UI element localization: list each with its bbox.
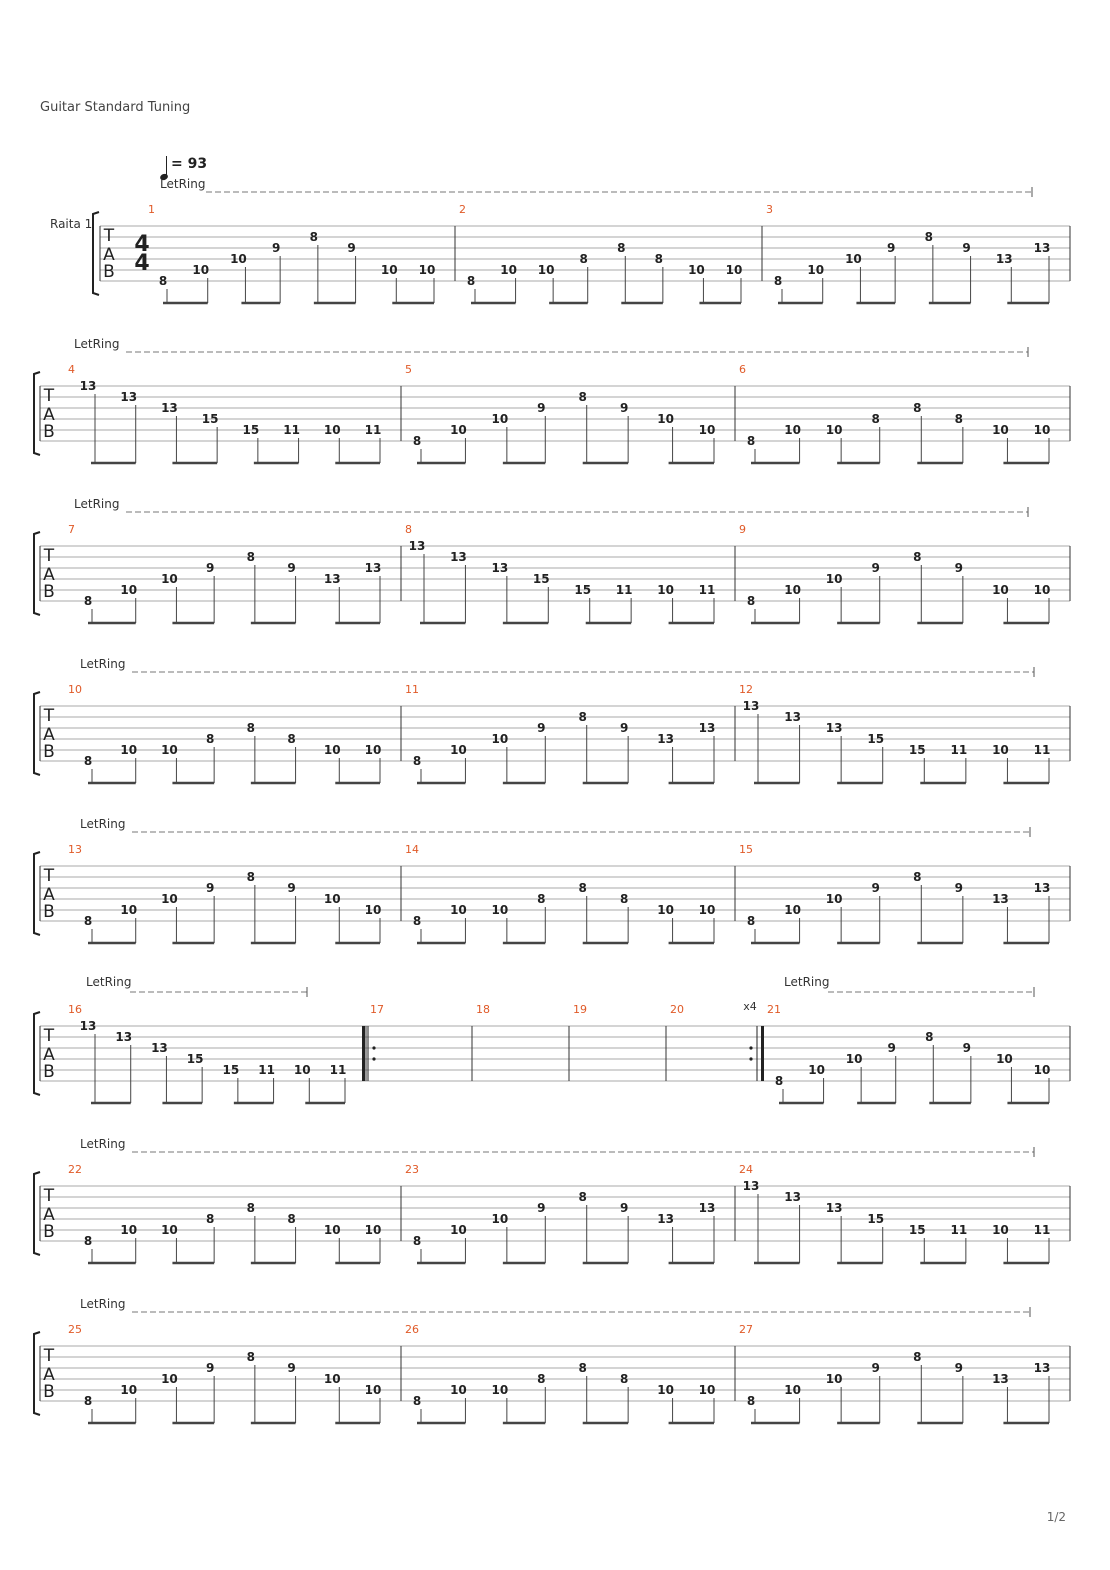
fret-number: 10 [698,1383,716,1397]
measure-number: 10 [68,683,82,696]
fret-number: 8 [913,870,922,884]
fret-number: 9 [619,721,629,735]
fret-number: 10 [161,892,178,906]
measure-number: 15 [739,843,753,856]
fret-number: 9 [619,401,629,415]
measure-number: 26 [405,1323,419,1336]
fret-number: 13 [742,699,760,713]
time-signature-digit: 4 [134,232,150,257]
fret-number: 15 [242,423,260,437]
fret-number: 13 [1033,1361,1051,1375]
tab-clef-letter: A [43,1205,55,1225]
fret-number: 15 [867,1212,885,1226]
tab-clef-letter: A [43,565,55,585]
fret-number: 8 [746,594,756,608]
fret-number: 8 [412,754,422,768]
tab-clef-letter: A [103,245,115,265]
fret-number: 10 [491,1383,509,1397]
fret-number: 10 [500,263,517,277]
fret-number: 8 [913,1350,922,1364]
fret-number: 15 [222,1063,240,1077]
fret-number: 10 [688,263,705,277]
fret-number: 11 [258,1063,275,1077]
fret-number: 10 [293,1063,311,1077]
tab-clef-letter: B [43,1062,55,1082]
fret-number: 13 [323,572,341,586]
fret-number: 9 [287,1361,296,1375]
fret-number: 10 [657,1383,674,1397]
fret-number: 15 [201,412,219,426]
measure-number: 25 [68,1323,82,1336]
fret-number: 9 [619,1201,629,1215]
repeat-count: x4 [743,1000,757,1013]
fret-number: 11 [1033,1223,1051,1237]
fret-number: 11 [364,423,382,437]
tab-clef-letter: A [43,725,55,745]
fret-number: 10 [992,1223,1009,1237]
fret-number: 8 [205,1212,215,1226]
fret-number: 8 [83,1394,93,1408]
fret-number: 9 [537,1201,546,1215]
fret-number: 15 [867,732,885,746]
tab-clef-letter: T [43,706,55,726]
fret-number: 10 [491,1212,509,1226]
measure-number: 8 [405,523,412,536]
fret-number: 9 [287,881,296,895]
fret-number: 10 [825,572,843,586]
fret-number: 8 [412,1394,422,1408]
fret-number: 11 [1033,743,1051,757]
fret-number: 10 [784,903,801,917]
fret-number: 8 [246,1350,256,1364]
fret-number: 10 [380,263,398,277]
measure-number: 5 [405,363,412,376]
fret-number: 13 [115,1030,133,1044]
fret-number: 10 [120,1223,138,1237]
fret-number: 13 [825,721,843,735]
let-ring-label: LetRing [784,975,830,989]
fret-number: 8 [924,230,934,244]
fret-number: 10 [161,1223,178,1237]
let-ring-label: LetRing [74,497,120,511]
fret-number: 8 [579,252,588,266]
measure-number: 21 [767,1003,781,1016]
fret-number: 8 [246,550,256,564]
let-ring-label: LetRing [80,1297,126,1311]
fret-number: 8 [619,892,629,906]
fret-number: 13 [364,561,382,575]
fret-number: 10 [450,743,467,757]
let-ring-label: LetRing [80,817,126,831]
tab-clef-letter: B [43,1382,55,1402]
fret-number: 10 [323,743,341,757]
measure-number: 14 [405,843,419,856]
fret-number: 8 [746,914,756,928]
fret-number: 11 [283,423,300,437]
fret-number: 8 [578,710,587,724]
fret-number: 9 [886,241,896,255]
fret-number: 9 [287,561,296,575]
tab-clef-letter: T [43,866,55,886]
let-ring-label: LetRing [80,1137,126,1151]
measure-number: 16 [68,1003,82,1016]
fret-number: 13 [79,1019,97,1033]
fret-number: 9 [954,1361,964,1375]
fret-number: 10 [996,1052,1013,1066]
tab-clef-letter: B [43,422,55,442]
fret-number: 15 [574,583,592,597]
tab-clef-letter: B [43,582,55,602]
tab-clef-letter: B [43,1222,55,1242]
measure-number: 6 [739,363,746,376]
fret-number: 8 [537,892,546,906]
system-bracket [34,372,40,455]
repeat-dot [749,1046,752,1049]
fret-number: 8 [83,1234,93,1248]
fret-number: 9 [271,241,281,255]
fret-number: 8 [83,914,93,928]
fret-number: 9 [962,1041,972,1055]
fret-number: 10 [323,423,341,437]
measure-number: 11 [405,683,419,696]
fret-number: 10 [537,263,555,277]
fret-number: 10 [450,1223,467,1237]
fret-number: 15 [908,1223,926,1237]
fret-number: 10 [825,1372,843,1386]
fret-number: 13 [825,1201,843,1215]
fret-number: 8 [246,1201,256,1215]
fret-number: 10 [992,583,1009,597]
fret-number: 15 [186,1052,204,1066]
fret-number: 10 [450,423,467,437]
fret-number: 10 [491,903,509,917]
fret-number: 9 [954,881,964,895]
fret-number: 10 [845,252,862,266]
fret-number: 10 [992,743,1009,757]
fret-number: 9 [871,561,880,575]
let-ring-label: LetRing [160,177,206,191]
fret-number: 10 [992,423,1009,437]
repeat-start-thick [362,1026,365,1081]
system-bracket [93,212,99,295]
fret-number: 8 [925,1030,934,1044]
repeat-dot [749,1057,752,1060]
fret-number: 10 [364,1223,382,1237]
measure-number: 12 [739,683,753,696]
fret-number: 8 [654,252,664,266]
fret-number: 11 [329,1063,347,1077]
fret-number: 13 [491,561,509,575]
fret-number: 8 [83,754,93,768]
fret-number: 9 [205,561,215,575]
system-bracket [34,1172,40,1255]
measure-number: 7 [68,523,75,536]
measure-number: 18 [476,1003,490,1016]
fret-number: 9 [954,561,964,575]
fret-number: 10 [808,1063,825,1077]
fret-number: 8 [578,1361,587,1375]
fret-number: 9 [537,721,546,735]
fret-number: 10 [698,903,716,917]
tuning-label: Guitar Standard Tuning [40,100,191,115]
tempo-value: = 93 [171,156,208,172]
system-bracket [34,1332,40,1415]
fret-number: 8 [158,274,168,288]
fret-number: 10 [657,903,674,917]
measure-number: 13 [68,843,82,856]
fret-number: 10 [784,583,801,597]
fret-number: 13 [657,732,674,746]
fret-number: 8 [309,230,319,244]
let-ring-label: LetRing [74,337,120,351]
tab-clef-letter: B [103,262,115,282]
tab-clef-letter: A [43,885,55,905]
fret-number: 8 [537,1372,546,1386]
fret-number: 15 [908,743,926,757]
fret-number: 10 [491,412,509,426]
fret-number: 10 [323,892,341,906]
fret-number: 10 [323,1223,341,1237]
fret-number: 11 [950,743,968,757]
fret-number: 8 [913,401,922,415]
measure-number: 1 [148,203,155,216]
tab-clef-letter: A [43,1365,55,1385]
fret-number: 13 [120,390,138,404]
fret-number: 10 [825,892,843,906]
fret-number: 9 [537,401,546,415]
measure-number: 19 [573,1003,587,1016]
tab-clef-letter: T [43,1346,55,1366]
fret-number: 13 [450,550,467,564]
fret-number: 8 [913,550,922,564]
fret-number: 8 [619,1372,629,1386]
time-signature-digit: 4 [134,251,150,276]
measure-number: 24 [739,1163,753,1176]
fret-number: 9 [871,881,880,895]
fret-number: 8 [746,1394,756,1408]
tab-clef-letter: A [43,405,55,425]
fret-number: 10 [657,583,674,597]
fret-number: 9 [871,1361,880,1375]
fret-number: 10 [364,1383,382,1397]
tab-clef-letter: T [43,1186,55,1206]
fret-number: 13 [992,892,1009,906]
fret-number: 8 [578,1190,587,1204]
fret-number: 8 [287,1212,296,1226]
measure-number: 20 [670,1003,684,1016]
fret-number: 9 [205,1361,215,1375]
repeat-dot [372,1046,375,1049]
fret-number: 8 [246,870,256,884]
fret-number: 13 [151,1041,168,1055]
page-number: 1/2 [1046,1510,1066,1524]
tab-clef-letter: T [43,546,55,566]
fret-number: 10 [1033,423,1051,437]
fret-number: 8 [205,732,215,746]
fret-number: 10 [323,1372,341,1386]
fret-number: 10 [161,572,178,586]
fret-number: 10 [491,732,509,746]
repeat-dot [372,1057,375,1060]
measure-number: 9 [739,523,746,536]
fret-number: 10 [807,263,825,277]
fret-number: 8 [578,390,587,404]
measure-number: 23 [405,1163,419,1176]
fret-number: 8 [412,1234,422,1248]
fret-number: 9 [887,1041,896,1055]
fret-number: 8 [83,594,93,608]
fret-number: 9 [205,881,215,895]
fret-number: 10 [1033,1063,1051,1077]
measure-number: 17 [370,1003,384,1016]
tab-clef-letter: T [103,226,115,246]
fret-number: 8 [412,434,422,448]
fret-number: 10 [450,1383,467,1397]
system-bracket [34,852,40,935]
tab-clef-letter: A [43,1045,55,1065]
fret-number: 8 [617,241,626,255]
fret-number: 13 [784,710,801,724]
fret-number: 13 [742,1179,760,1193]
fret-number: 10 [845,1052,863,1066]
fret-number: 10 [784,423,801,437]
fret-number: 8 [412,914,422,928]
fret-number: 10 [364,743,382,757]
measure-number: 22 [68,1163,82,1176]
fret-number: 10 [1033,583,1051,597]
measure-number: 3 [766,203,773,216]
tab-clef-letter: B [43,902,55,922]
repeat-end-thick [761,1026,764,1081]
measure-number: 2 [459,203,466,216]
fret-number: 8 [871,412,880,426]
fret-number: 13 [698,1201,716,1215]
fret-number: 10 [120,743,138,757]
fret-number: 8 [578,881,587,895]
let-ring-label: LetRing [86,975,132,989]
tab-clef-letter: T [43,386,55,406]
fret-number: 13 [408,539,426,553]
fret-number: 10 [784,1383,801,1397]
fret-number: 13 [995,252,1013,266]
fret-number: 13 [79,379,97,393]
measure-number: 4 [68,363,75,376]
system-bracket [34,1012,40,1095]
fret-number: 8 [466,274,476,288]
fret-number: 8 [746,434,756,448]
fret-number: 11 [615,583,633,597]
tab-clef-letter: T [43,1026,55,1046]
fret-number: 10 [192,263,210,277]
fret-number: 10 [657,412,674,426]
fret-number: 10 [120,583,138,597]
tab-clef-letter: B [43,742,55,762]
fret-number: 11 [950,1223,968,1237]
fret-number: 10 [698,423,716,437]
fret-number: 10 [418,263,436,277]
fret-number: 10 [230,252,247,266]
measure-number: 27 [739,1323,753,1336]
fret-number: 10 [120,1383,138,1397]
fret-number: 10 [161,1372,178,1386]
let-ring-label: LetRing [80,657,126,671]
fret-number: 9 [962,241,971,255]
fret-number: 13 [161,401,178,415]
track-name: Raita 1 [50,217,93,231]
fret-number: 13 [992,1372,1009,1386]
fret-number: 13 [698,721,716,735]
fret-number: 9 [347,241,356,255]
fret-number: 8 [954,412,964,426]
system-bracket [34,532,40,615]
fret-number: 8 [773,274,783,288]
fret-number: 8 [774,1074,784,1088]
fret-number: 8 [287,732,296,746]
fret-number: 13 [784,1190,801,1204]
fret-number: 13 [1033,881,1051,895]
fret-number: 13 [1033,241,1051,255]
fret-number: 10 [825,423,843,437]
fret-number: 13 [657,1212,674,1226]
system-bracket [34,692,40,775]
fret-number: 10 [120,903,138,917]
fret-number: 15 [532,572,550,586]
fret-number: 10 [450,903,467,917]
fret-number: 10 [161,743,178,757]
fret-number: 10 [364,903,382,917]
fret-number: 11 [698,583,716,597]
fret-number: 10 [725,263,743,277]
fret-number: 8 [246,721,256,735]
